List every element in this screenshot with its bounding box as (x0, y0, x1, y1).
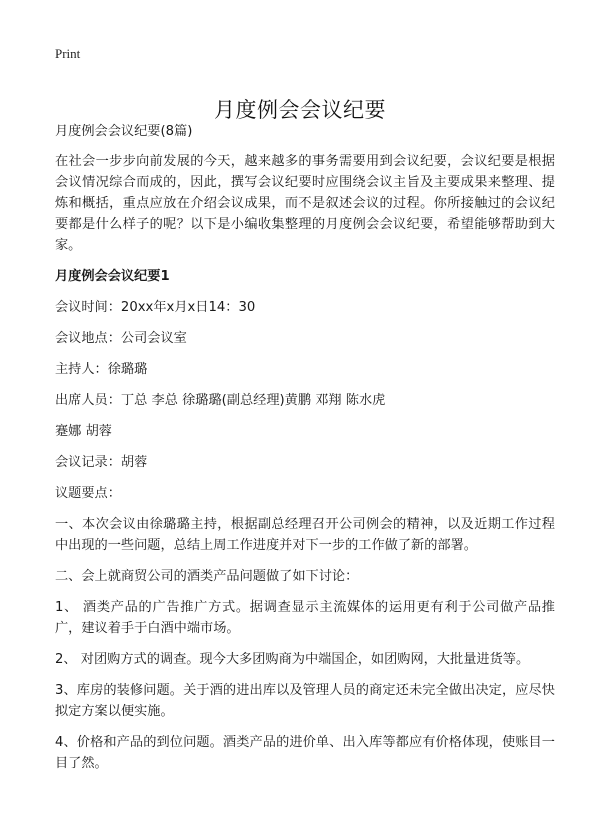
meeting-recorder: 会议记录：胡蓉 (55, 455, 148, 470)
print-label: Print (55, 46, 81, 61)
meeting-host: 主持人：徐璐璐 (55, 362, 148, 377)
agenda-label: 议题要点： (55, 486, 121, 501)
document-body (55, 121, 555, 784)
discussion-item-1: 1、 酒类产品的广告推广方式。据调查显示主流媒体的运用更有利于公司做产品推广，建议着手于白酒中端市场。 (55, 600, 555, 636)
meeting-time: 会议时间：20xx年x月x日14：30 (55, 300, 256, 315)
section-heading: 月度例会会议纪要1 (55, 269, 170, 284)
agenda-point-2: 二、会上就商贸公司的酒类产品问题做了如下讨论： (55, 569, 359, 584)
attendees-line-1: 出席人员：丁总 李总 徐璐璐(副总经理)黄鹏 邓翔 陈水虎 (55, 393, 386, 408)
intro-paragraph: 在社会一步步向前发展的今天，越来越多的事务需要用到会议纪要，会议纪要是根据会议情况综合而成的，因此，撰写会议纪要时应围绕会议主旨及主要成果来整理、提炼和概括，重点应放在介绍会议成果，而不是叙述会议的过程。你所接触过的会议纪要都是什么样子的呢？以下是小编收集整理的月度例会会议纪要，希望能够帮助到大家。 (55, 154, 555, 253)
attendees-line-2: 蹇娜 胡蓉 (55, 424, 112, 439)
document-subtitle: 月度例会会议纪要(8篇) (55, 124, 193, 139)
discussion-item-4: 4、价格和产品的到位问题。酒类产品的进价单、出入库等都应有价格体现，使账目一目了然。 (55, 735, 555, 771)
discussion-item-3: 3、库房的装修问题。关于酒的进出库以及管理人员的商定还未完全做出决定，应尽快拟定方案以便实施。 (55, 683, 555, 719)
meeting-place: 会议地点：公司会议室 (55, 331, 187, 346)
agenda-point-1: 一、本次会议由徐璐璐主持，根据副总经理召开公司例会的精神，以及近期工作过程中出现的一些问题，总结上周工作进度并对下一步的工作做了新的部署。 (55, 517, 555, 553)
discussion-item-2: 2、 对团购方式的调查。现今大多团购商为中端国企，如团购网，大批量进货等。 (55, 652, 530, 667)
document-title: 月度例会会议纪要 (214, 98, 386, 123)
